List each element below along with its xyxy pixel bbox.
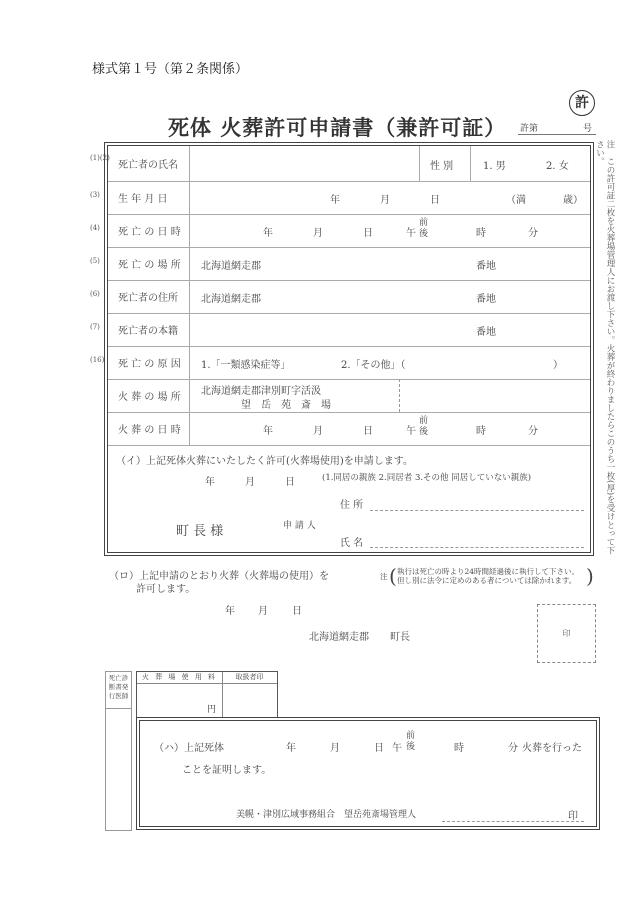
day-label: 日 xyxy=(292,606,302,617)
row-deceased-name xyxy=(90,146,590,182)
item-number: (16) xyxy=(90,356,105,364)
official-seal-box: 印 xyxy=(537,604,596,663)
certificate-prefix: （ハ）上記死体 xyxy=(154,743,224,754)
ampm-label: 午 xyxy=(406,228,416,239)
addressee: 町 長 様 xyxy=(176,524,224,539)
doctor-box xyxy=(105,671,132,831)
cause-option-other[interactable]: 2.「その他」（ xyxy=(341,360,406,371)
ampm-options xyxy=(419,416,428,438)
month-label: 月 xyxy=(313,426,323,437)
row-death-place xyxy=(90,247,590,281)
yen-label: 円 xyxy=(207,705,217,715)
day-label: 日 xyxy=(363,426,373,437)
am-option[interactable]: 前 xyxy=(406,731,416,741)
fee-box xyxy=(136,671,278,718)
row-cremation-place xyxy=(108,379,590,413)
seal-mark: 印 xyxy=(568,811,578,822)
applicant-name-field[interactable] xyxy=(370,547,584,548)
year-label: 年 xyxy=(205,477,215,488)
month-label: 月 xyxy=(380,195,390,206)
execution-note-1: 執行は死亡の時より24時間経過後に執行して下さい。 xyxy=(397,567,580,576)
certificate-line2: ことを証明します。 xyxy=(182,765,272,776)
cremation-place-line1: 北海道網走郡津別町字活汲 xyxy=(201,386,321,397)
handler-header: 取扱者印 xyxy=(222,672,277,684)
banchi-label: 番地 xyxy=(476,294,496,305)
hour-label: 時 xyxy=(476,228,486,239)
permit-stamp: 許 xyxy=(569,90,595,116)
bracket-open: ( xyxy=(389,564,397,588)
label-cremation-datetime: 火 葬 の 日 時 xyxy=(108,412,190,445)
application-statement: （イ）上記死体火葬にいたしたく許可(火葬場使用)を申請します。 xyxy=(116,456,414,467)
label-birth-date: 生 年 月 日 xyxy=(108,181,190,214)
permit-no-prefix: 許第 xyxy=(520,124,539,134)
label-applicant: 申 請 人 xyxy=(283,521,316,531)
fee-header: 火 葬 場 使 用 料 xyxy=(137,672,223,684)
age-close: 歳） xyxy=(563,195,583,206)
year-label: 年 xyxy=(263,426,273,437)
issuing-office: 北海道網走郡 xyxy=(309,632,369,643)
death-place-prefix: 北海道網走郡 xyxy=(201,261,261,272)
banchi-label: 番地 xyxy=(476,327,496,338)
close-paren: ） xyxy=(553,360,563,371)
label-deceased-address: 死亡者の住所 xyxy=(108,280,190,313)
hour-label: 時 xyxy=(454,743,464,754)
age-open: （満 xyxy=(506,195,526,206)
cremation-place-line2: 望 岳 苑 斎 場 xyxy=(241,400,331,411)
ampm-options xyxy=(406,731,415,753)
sex-option-male[interactable]: 1. 男 xyxy=(483,161,506,172)
execution-note-2: 但し別に法令に定めのある者については除かれます。 xyxy=(397,576,577,585)
certificate-suffix: 火葬を行った xyxy=(522,743,582,754)
minute-label: 分 xyxy=(528,426,538,437)
minute-label: 分 xyxy=(528,228,538,239)
permit-number-field[interactable] xyxy=(518,120,596,135)
hour-label: 時 xyxy=(476,426,486,437)
month-label: 月 xyxy=(245,477,255,488)
row-birth-date xyxy=(90,181,590,215)
row-death-datetime xyxy=(90,214,590,248)
permit-no-suffix: 号 xyxy=(582,124,592,134)
am-option[interactable]: 前 xyxy=(419,218,429,228)
minute-label: 分 xyxy=(508,743,518,754)
label-name: 氏 名 xyxy=(340,538,364,549)
certificate-signer: 美幌・津別広域事務組合 望岳苑斎場管理人 xyxy=(236,810,417,820)
ampm-label: 午 xyxy=(392,743,402,754)
month-label: 月 xyxy=(258,606,268,617)
ampm-label: 午 xyxy=(406,426,416,437)
label-cause-of-death: 死 亡 の 原 因 xyxy=(108,346,190,379)
town-chief: 町長 xyxy=(390,632,410,643)
ampm-options xyxy=(419,218,428,240)
page-title: 死体 火葬許可申請書（兼許可証） xyxy=(168,115,507,140)
year-label: 年 xyxy=(286,743,296,754)
side-note: 注 この許可証二枚を火葬場管理人にお渡し下さい。火葬が終わりましたらこのうち一枚(厚)を受けとって下さい。 xyxy=(594,140,615,555)
deceased-name-field[interactable] xyxy=(191,146,419,181)
pm-option[interactable]: 後 xyxy=(419,229,429,239)
item-number: (6) xyxy=(90,290,100,298)
label-cremation-place: 火 葬 の 場 所 xyxy=(108,379,190,412)
note-mark: 注 xyxy=(380,572,388,581)
label-deceased-name: 死亡者の氏名 xyxy=(108,146,190,181)
item-number: (1)(2) xyxy=(90,154,110,162)
year-label: 年 xyxy=(330,195,340,206)
day-label: 日 xyxy=(285,477,295,488)
year-label: 年 xyxy=(263,228,273,239)
permission-line1: （ロ）上記申請のとおり火葬（火葬場の使用）を xyxy=(109,571,329,582)
row-cremation-datetime xyxy=(108,412,590,446)
application-form xyxy=(90,142,594,556)
label-death-place: 死 亡 の 場 所 xyxy=(108,247,190,280)
month-label: 月 xyxy=(313,228,323,239)
label-death-datetime: 死 亡 の 日 時 xyxy=(108,214,190,247)
banchi-label: 番地 xyxy=(476,261,496,272)
manager-signature-field[interactable] xyxy=(442,821,584,822)
address-prefix: 北海道網走郡 xyxy=(201,294,261,305)
cause-option-infectious[interactable]: 1.「一類感染症等」 xyxy=(201,360,291,371)
sex-option-female[interactable]: 2. 女 xyxy=(546,161,569,172)
am-option[interactable]: 前 xyxy=(419,416,429,426)
pm-option[interactable]: 後 xyxy=(419,427,429,437)
form-reference: 様式第１号（第２条関係） xyxy=(92,62,249,77)
relation-options[interactable]: (1.同居の親族 2.同居者 3.その他 同居していない親族) xyxy=(322,473,532,483)
item-number: (4) xyxy=(90,224,100,232)
item-number: (7) xyxy=(90,323,100,331)
permission-line2: 許可します。 xyxy=(136,584,196,595)
doctor-header: 死亡診断書発行医師 xyxy=(106,672,131,709)
row-domicile xyxy=(90,313,590,347)
year-label: 年 xyxy=(225,606,235,617)
label-sex: 性 別 xyxy=(430,161,454,172)
row-cause-of-death xyxy=(90,346,590,380)
bracket-close: ) xyxy=(586,564,594,588)
applicant-address-field[interactable] xyxy=(370,510,584,511)
day-label: 日 xyxy=(430,195,440,206)
row-deceased-address xyxy=(90,280,590,314)
pm-option[interactable]: 後 xyxy=(406,742,416,752)
item-number: (5) xyxy=(90,257,100,265)
month-label: 月 xyxy=(330,743,340,754)
item-number: (3) xyxy=(90,191,100,199)
day-label: 日 xyxy=(374,743,384,754)
cremation-certificate xyxy=(136,717,600,830)
label-address: 住 所 xyxy=(340,500,364,511)
label-domicile: 死亡者の本籍 xyxy=(108,313,190,346)
day-label: 日 xyxy=(363,228,373,239)
